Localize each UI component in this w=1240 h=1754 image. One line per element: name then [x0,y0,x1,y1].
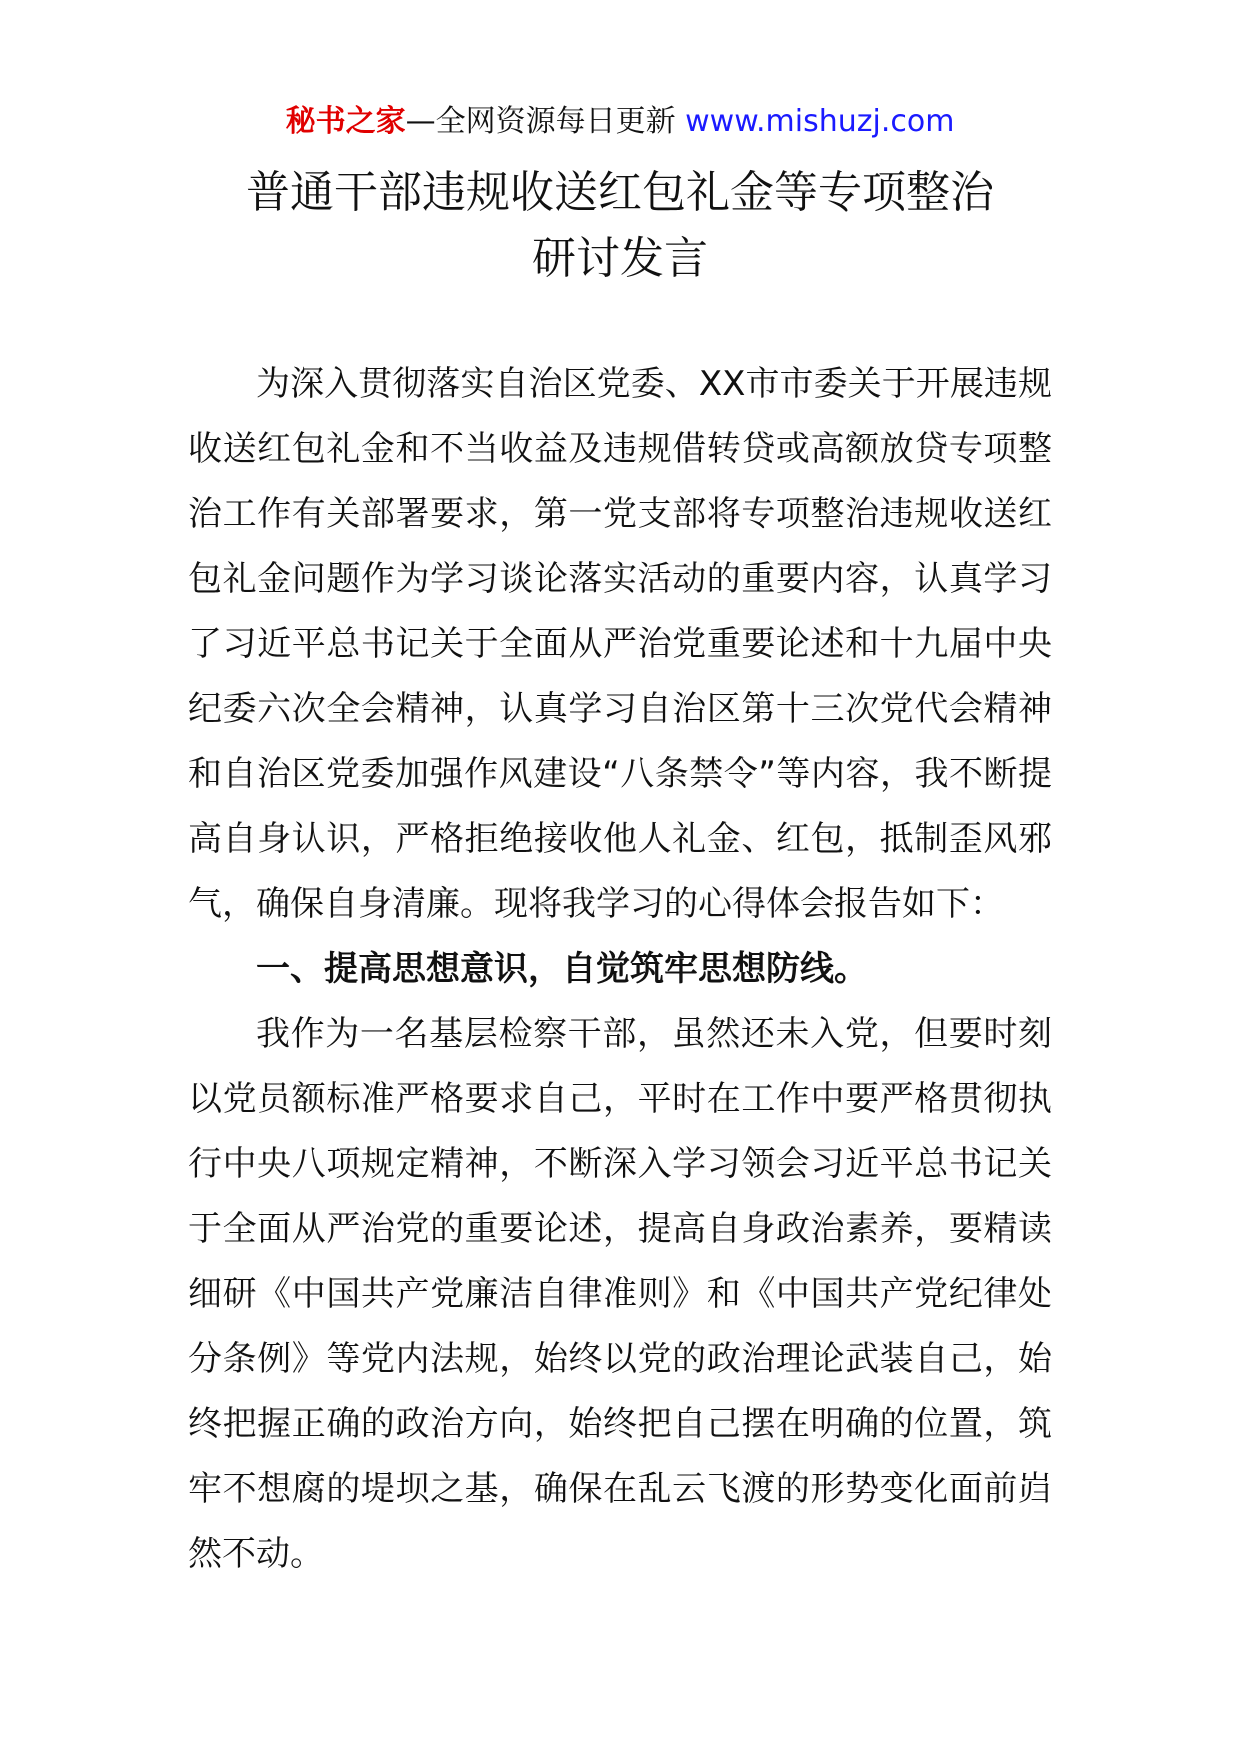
banner-brand: 秘书之家 [285,104,406,139]
title-line-1: 普通干部违规收送红包礼金等专项整治 [246,167,994,218]
banner-url-link[interactable]: www.mishuzj.com [685,104,955,139]
section-heading-1: 一、提高思想意识，自觉筑牢思想防线。 [256,949,868,989]
section-1-paragraph: 我作为一名基层检察干部，虽然还未入党，但要时刻以党员额标准严格要求自己，平时在工作中要严格贯彻执行中央八项规定精神，不断深入学习领会习近平总书记关于全面从严治党的重要论述，提高自身政治素养，要精读细研《中国共产党廉洁自律准则》和《中国共产党纪律处分条例》等党内法规，始终以党的政治理论武装自己，始终把握正确的政治方向，始终把自己摆在明确的位置，筑牢不想腐的堤坝之基，确保在乱云飞渡的形势变化面前岿然不动。 [188,1014,1052,1574]
document-title [0,160,1240,292]
document-body [188,352,1052,1587]
title-line-2: 研讨发言 [532,233,708,284]
banner-tagline: —全网资源每日更新 [405,104,676,139]
site-banner [0,100,1240,144]
intro-paragraph: 为深入贯彻落实自治区党委、XX市市委关于开展违规收送红包礼金和不当收益及违规借转贷或高额放贷专项整治工作有关部署要求，第一党支部将专项整治违规收送红包礼金问题作为学习谈论落实活动的重要内容，认真学习了习近平总书记关于全面从严治党重要论述和十九届中央纪委六次全会精神，认真学习自治区第十三次党代会精神和自治区党委加强作风建设“八条禁令”等内容，我不断提高自身认识，严格拒绝接收他人礼金、红包，抵制歪风邪气，确保自身清廉。现将我学习的心得体会报告如下： [188,364,1052,924]
